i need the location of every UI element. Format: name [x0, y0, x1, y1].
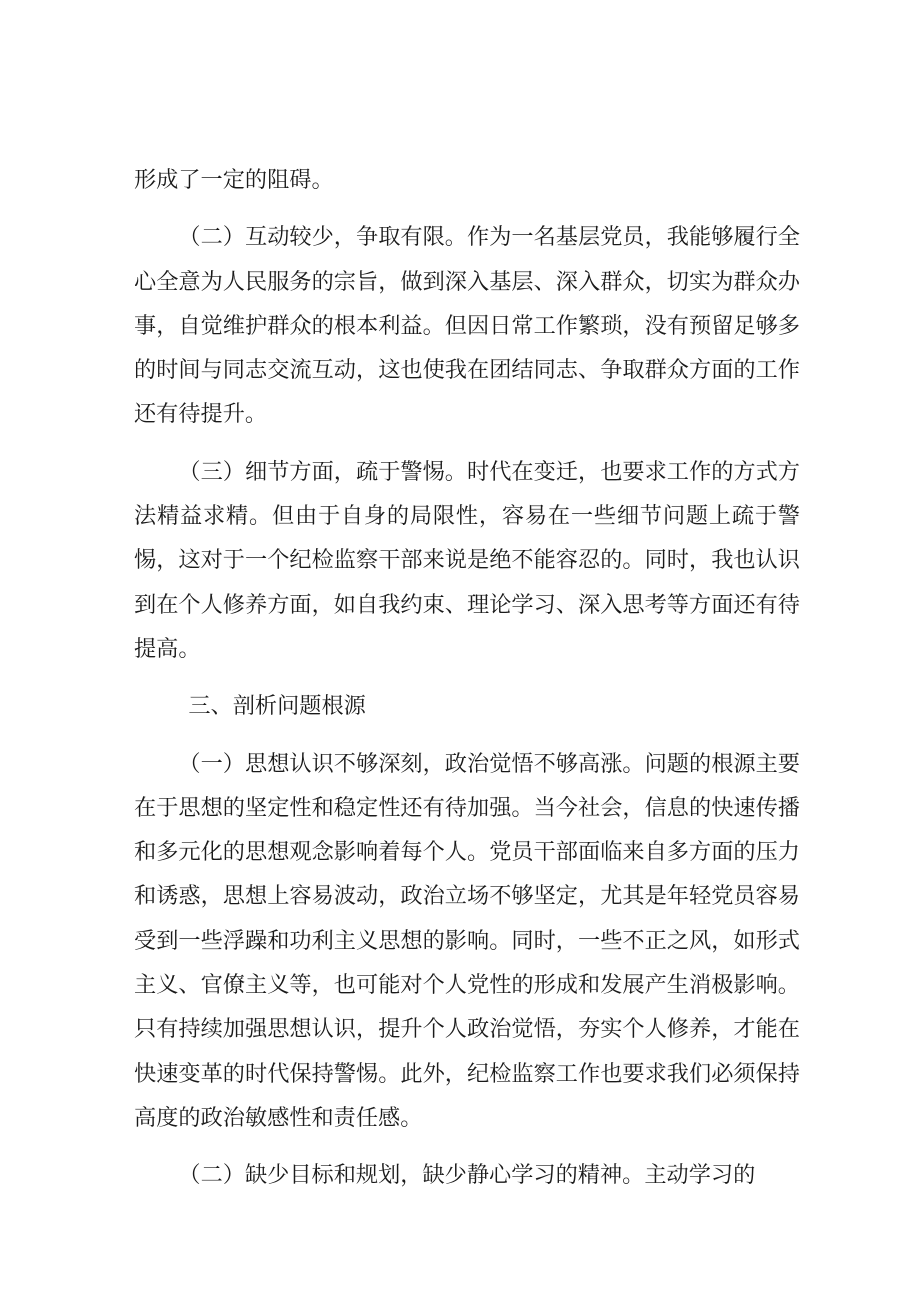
paragraph-continuation: 形成了一定的阻碍。 — [134, 167, 334, 193]
paragraph-goals-planning: （二）缺少目标和规划，缺少静心学习的精神。主动学习的 — [178, 1162, 756, 1189]
document-body — [134, 158, 800, 1198]
paragraph-interaction-issue: （二）互动较少，争取有限。作为一名基层党员，我能够履行全心全意为人民服务的宗旨，做到深入基层、深入群众，切实为群众办事，自觉维护群众的根本利益。但因日常工作繁琐，没有预留足够多的时间与同志交流互动，这也使我在团结同志、争取群众方面的工作还有待提升。 — [134, 224, 800, 428]
paragraph-detail-issue: （三）细节方面，疏于警惕。时代在变迁，也要求工作的方式方法精益求精。但由于自身的局限性，容易在一些细节问题上疏于警惕，这对于一个纪检监察干部来说是绝不能容忍的。同时，我也认识到在个人修养方面，如自我约束、理论学习、深入思考等方面还有待提高。 — [134, 458, 800, 662]
section-heading-root-causes: 三、剖析问题根源 — [188, 693, 366, 720]
paragraph-ideological-awareness: （一）思想认识不够深刻，政治觉悟不够高涨。问题的根源主要在于思想的坚定性和稳定性还有待加强。当今社会，信息的快速传播和多元化的思想观念影响着每个人。党员干部面临来自多方面的压力和诱惑，思想上容易波动，政治立场不够坚定，尤其是年轻党员容易受到一些浮躁和功利主义思想的影响。同时，一些不正之风，如形式主义、官僚主义等，也可能对个人党性的形成和发展产生消极影响。只有持续加强思想认识，提升个人政治觉悟，夯实个人修养，才能在快速变革的时代保持警惕。此外，纪检监察工作也要求我们必须保持高度的政治敏感性和责任感。 — [134, 750, 800, 1131]
